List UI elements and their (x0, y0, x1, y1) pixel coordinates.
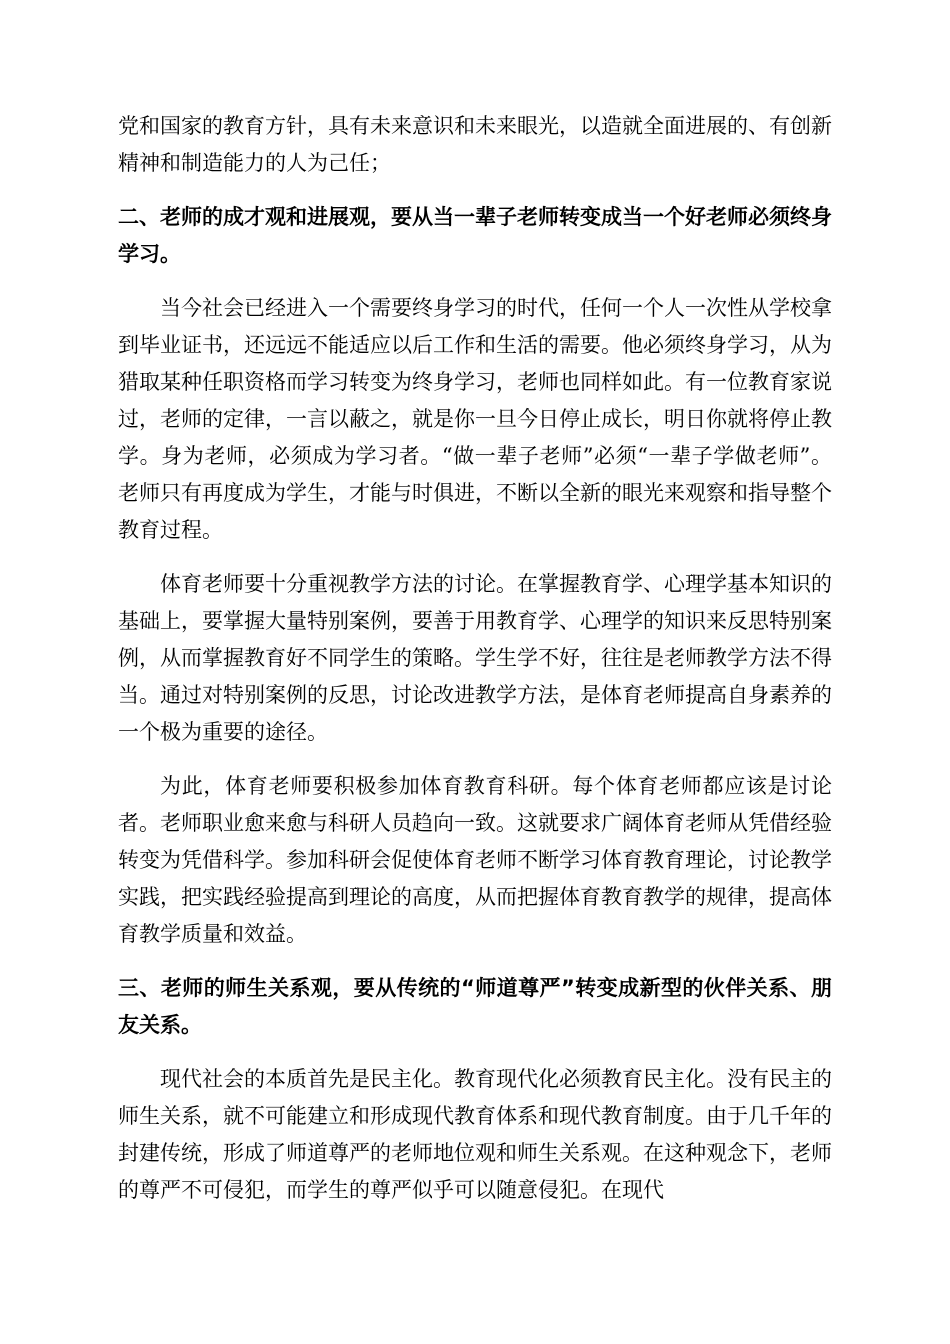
paragraph-teaching-methods: 体育老师要十分重视教学方法的讨论。在掌握教育学、心理学基本知识的基础上，要掌握大量特别案例，要善于用教育学、心理学的知识来反思特别案例，从而掌握教育好不同学生的策略。学生学不好，往往是老师教学方法不得当。通过对特别案例的反思，讨论改进教学方法，是体育老师提高自身素养的一个极为重要的途径。 (118, 572, 832, 744)
paragraph-research: 为此，体育老师要积极参加体育教育科研。每个体育老师都应该是讨论者。老师职业愈来愈与科研人员趋向一致。这就要求广阔体育老师从凭借经验转变为凭借科学。参加科研会促使体育老师不断学习体育教育理论，讨论教学实践，把实践经验提高到理论的高度，从而把握体育教育教学的规律，提高体育教学质量和效益。 (118, 774, 832, 946)
section-heading-2: 二、老师的成才观和进展观，要从当一辈子老师转变成当一个好老师必须终身学习。 (118, 205, 832, 266)
document-page (118, 108, 832, 1226)
paragraph-continuation: 党和国家的教育方针，具有未来意识和未来眼光，以造就全面进展的、有创新精神和制造能力的人为己任； (118, 114, 832, 175)
section-heading-3: 三、老师的师生关系观，要从传统的“师道尊严”转变成新型的伙伴关系、朋友关系。 (118, 976, 832, 1037)
paragraph-lifelong-learning: 当今社会已经进入一个需要终身学习的时代，任何一个人一次性从学校拿到毕业证书，还远远不能适应以后工作和生活的需要。他必须终身学习，从为猎取某种任职资格而学习转变为终身学习，老师也同样如此。有一位教育家说过，老师的定律，一言以蔽之，就是你一旦今日停止成长，明日你就将停止教学。身为老师，必须成为学习者。“做一辈子老师”必须“一辈子学做老师”。老师只有再度成为学生，才能与时俱进，不断以全新的眼光来观察和指导整个教育过程。 (118, 296, 832, 542)
paragraph-democratization: 现代社会的本质首先是民主化。教育现代化必须教育民主化。没有民主的师生关系，就不可能建立和形成现代教育体系和现代教育制度。由于几千年的封建传统，形成了师道尊严的老师地位观和师生关系观。在这种观念下，老师的尊严不可侵犯，而学生的尊严似乎可以随意侵犯。在现代 (118, 1067, 832, 1202)
